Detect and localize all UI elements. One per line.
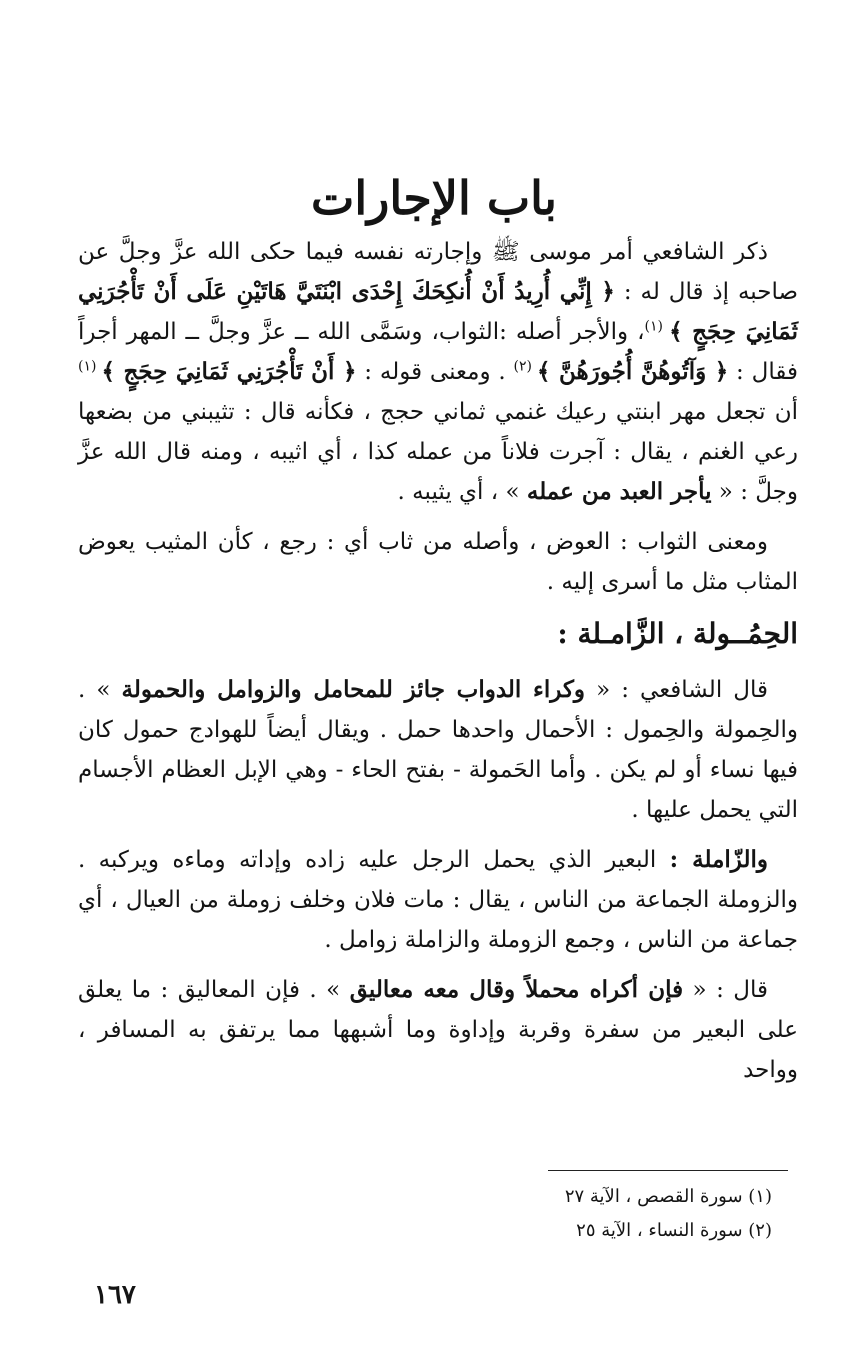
paragraph — [78, 840, 798, 960]
text-run: قال : « — [683, 977, 768, 1003]
bold-quote: والزّاملة : — [669, 846, 768, 873]
paragraph — [78, 670, 798, 830]
text-run: » . فإن المعاليق : ما يعلق على البعير من سفرة وقربة وإداوة وما أشبهها مما يرتفق به المسافر ، وواحد — [78, 977, 798, 1083]
text-run: . ومعنى قوله : — [356, 359, 514, 385]
bold-quote: وكراء الدواب جائز للمحامل والزوامل والحمولة — [121, 676, 586, 703]
bold-quote: ﴿ أَنْ تَأْجُرَنِي ثَمَانِيَ حِجَجٍ ﴾ — [101, 358, 357, 385]
text-run: أن تجعل مهر ابنتي رعيك غنمي ثماني حجج ، فكأنه قال : تثيبني من بضعها رعي الغنم ، يقال : آجرت فلاناً من عمله كذا ، أي اثيبه ، ومنه قال الله عزَّ وجلَّ : « — [78, 399, 798, 505]
text-run: قال الشافعي : « — [585, 677, 768, 703]
footnotes-list — [372, 1180, 772, 1248]
text-run: ، والأجر أصله :الثواب، وسَمَّى الله ــ عزَّ وجلَّ ــ المهر أجراً فقال : — [78, 319, 798, 385]
paragraph — [78, 970, 798, 1090]
intro-paragraphs — [78, 232, 798, 602]
text-run: » ، أي يثيبه . — [397, 479, 527, 505]
text-run: ذكر الشافعي أمر موسى ﷺ وإجارته نفسه فيما حكى الله عزَّ وجلَّ عن صاحبه إذ قال له : — [78, 239, 799, 305]
footnote-ref: (٢) — [513, 358, 537, 375]
bold-quote: فإن أكراه محملاً وقال معه معاليق — [349, 976, 684, 1003]
page-number: ١٦٧ — [94, 1280, 136, 1310]
paragraph — [78, 232, 798, 512]
bold-quote: يأجر العبد من عمله — [526, 478, 712, 505]
main-text — [78, 232, 798, 1100]
footnote-ref: (١) — [78, 358, 102, 375]
footnote-separator — [548, 1170, 788, 1171]
footnote: (٢) سورة النساء ، الآية ٢٥ — [576, 1220, 772, 1241]
footnote: (١) سورة القصص ، الآية ٢٧ — [564, 1186, 772, 1207]
text-run: ومعنى الثواب : العوض ، وأصله من ثاب أي : رجع ، كأن المثيب يعوض المثاب مثل ما أسرى إليه . — [78, 529, 798, 595]
bold-quote: ﴿ وَآتُوهُنَّ أُجُورَهُنَّ ﴾ — [537, 358, 729, 385]
section-subheading: الحِمُــولة ، الزَّامـلة : — [557, 617, 798, 650]
text-run: » . والحِمولة والحِمول : الأحمال واحدها حمل . ويقال أيضاً للهوادج حمول كان فيها نساء أو لم يكن . وأما الحَمولة - بفتح الحاء - وهي الإبل العظام الأجسام التي يحمل عليها . — [78, 677, 798, 823]
text-run: البعير الذي يحمل الرجل عليه زاده وإداته وماءه ويركبه . والزوملة الجماعة من الناس ، يقال : مات فلان وخلف زوملة من العيال ، أي جماعة من الناس ، وجمع الزوملة والزاملة زوامل . — [78, 847, 798, 953]
paragraph — [78, 522, 798, 602]
footnote-ref: (١) — [644, 318, 670, 335]
chapter-title: باب الإجارات — [311, 171, 557, 225]
section-paragraphs — [78, 670, 798, 1090]
bold-quote: ﴿ إِنِّي أُرِيدُ أَنْ أُنكِحَكَ إِحْدَى ابْنَتَيَّ هَاتَيْنِ عَلَى أَنْ تَأْجُرَنِي ثَمَانِيَ حِجَجٍ ﴾ — [78, 278, 798, 345]
